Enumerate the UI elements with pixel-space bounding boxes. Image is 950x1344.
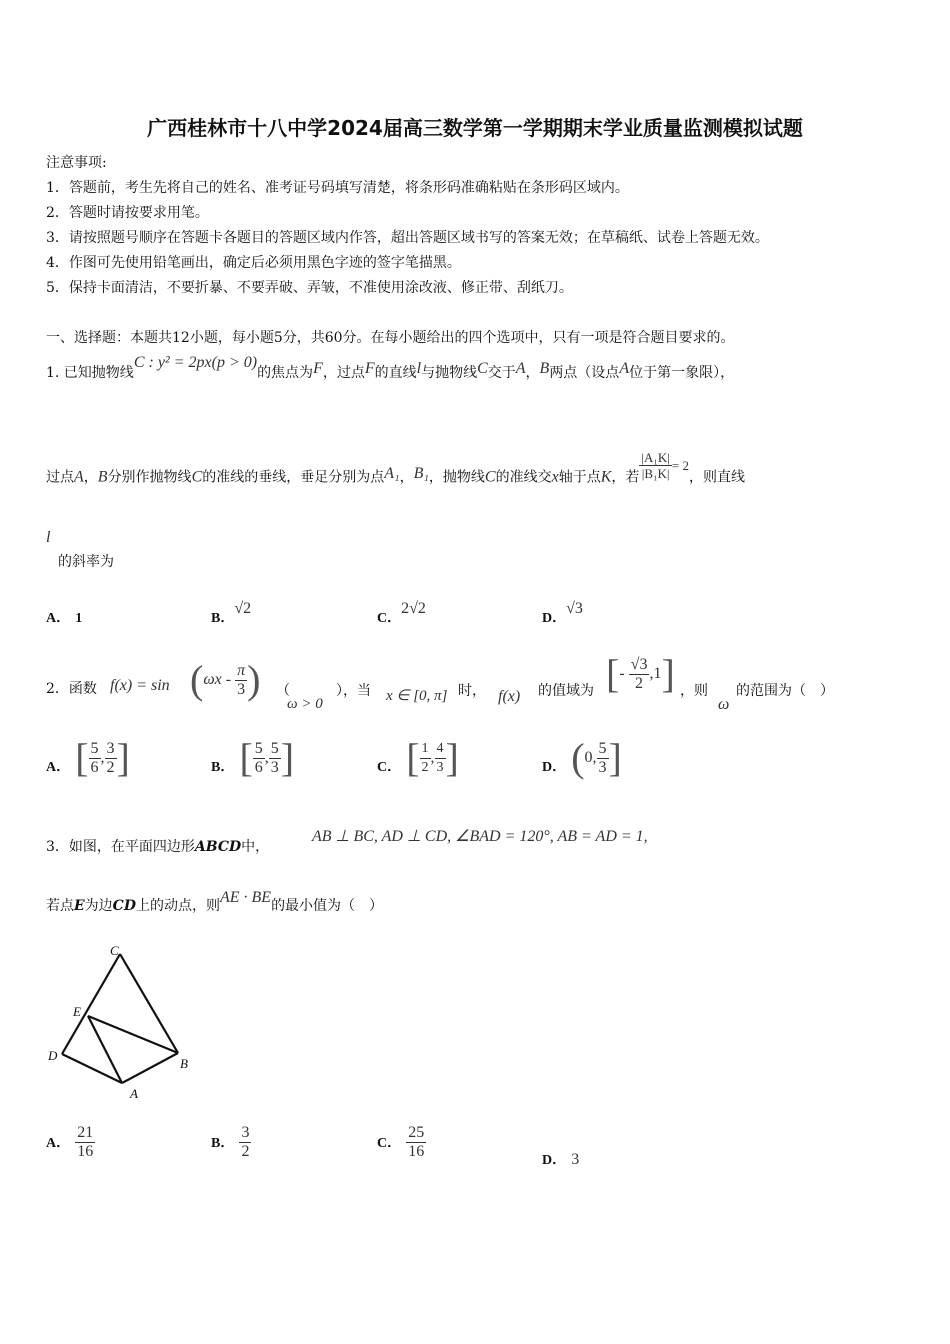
option-c[interactable]: C． $\frac{25}{16}$ (377, 1124, 425, 1160)
sin-argument: ( ωx - $\frac{\pi}{3}$ ) (190, 657, 261, 702)
option-c[interactable]: C． [ $\frac{1}{2}$ , $\frac{4}{3}$ ] (377, 735, 459, 780)
option-d[interactable]: D． ( 0, $\frac{5}{3}$ ] (542, 735, 622, 780)
option-b[interactable]: B． $\frac{3}{2}$ (211, 1124, 250, 1160)
label-b: B (180, 1056, 188, 1071)
option-b[interactable]: B．√2 (211, 600, 252, 626)
label-e: E (73, 1004, 81, 1019)
notice-item: 2．答题时请按要求用笔。 (46, 205, 209, 221)
omega: ω (718, 696, 730, 713)
question-1-tail: 的斜率为 (58, 554, 114, 570)
question-1-line-1: 1. 已知抛物线C : y² = 2px(p > 0)的焦点为F，过点F的直线l与抛物线C交于A，B两点（设点A位于第一象限）， (46, 354, 735, 381)
page-title: 广西桂林市十八中学2024届高三数学第一学期期末学业质量监测模拟试题 (147, 116, 803, 140)
option-a[interactable]: A． $\frac{21}{16}$ (46, 1124, 94, 1160)
edge-ab (122, 1053, 178, 1083)
q3-conditions: AB ⊥ BC, AD ⊥ CD, ∠BAD = 120°, AB = AD = 1, (312, 828, 648, 845)
option-a[interactable]: A． 1 (46, 611, 83, 626)
question-3-line-2: 若点E为边CD上的动点，则AE · BE的最小值为（ ） (46, 889, 384, 914)
option-c[interactable]: C．2√2 (377, 600, 426, 626)
option-b[interactable]: B． [ $\frac{5}{6}$ , $\frac{5}{3}$ ] (211, 735, 295, 780)
segment-eb (88, 1016, 178, 1053)
question-1-line-3: l (46, 529, 51, 546)
edge-cd (62, 954, 120, 1054)
notice-heading: 注意事项: (46, 155, 107, 171)
fx: f(x) (498, 688, 521, 705)
label-d: D (48, 1048, 58, 1063)
paren-right: ），当 (336, 683, 371, 699)
notice-item: 3．请按照题号顺序在答题卡各题目的答题区域内作答，超出答题区域书写的答案无效；在草稿纸、试卷上答题无效。 (46, 230, 769, 246)
value-range: [ - $\frac{√3}{2}$ ,1 ] (606, 651, 675, 696)
question-2-lead: 2．函数 (46, 681, 97, 697)
notice-item: 4．作图可先使用铅笔画出，确定后必须用黑色字迹的签字笔描黑。 (46, 255, 461, 271)
question-3-line-1: 3．如图，在平面四边形ABCD中， (46, 839, 270, 855)
label-c: C (110, 943, 119, 958)
ratio-fraction: $\frac{\text{|A₁K|}}{\text{|B₁K|}}$ (641, 450, 670, 481)
quadrilateral-figure (40, 940, 200, 1105)
notice-item: 1．答题前，考生先将自己的姓名、准考证号码填写清楚，将条形码准确粘贴在条形码区域内。 (46, 180, 629, 196)
option-a[interactable]: A． [ $\frac{5}{6}$ , $\frac{3}{2}$ ] (46, 735, 130, 780)
function-expr: f(x) = sin (110, 677, 170, 694)
question-1-line-2: 过点A，B分别作抛物线C的准线的垂线，垂足分别为点A₁，B₁，抛物线C的准线交x轴于点K，若 $\frac{\text{|A₁K|}}{\text{|B₁K|}}$ = 2，则直线 (46, 450, 745, 486)
option-d[interactable]: D． 3 (542, 1151, 580, 1168)
segment-ea (88, 1016, 122, 1083)
section-heading: 一、选择题：本题共12小题，每小题5分，共60分。在每小题给出的四个选项中，只有一项是符合题目要求的。 (46, 330, 735, 346)
domain-x: x ∈ [0, π] (386, 688, 448, 704)
edge-cb (120, 954, 178, 1053)
omega-condition: ω > 0 (287, 696, 323, 712)
edge-da (62, 1054, 122, 1083)
label-a: A (130, 1086, 138, 1101)
option-d[interactable]: D．√3 (542, 600, 583, 626)
notice-item: 5．保持卡面清洁，不要折暴、不要弄破、弄皱，不准使用涂改液、修正带、刮纸刀。 (46, 280, 573, 296)
paren-left: （ (276, 683, 290, 699)
